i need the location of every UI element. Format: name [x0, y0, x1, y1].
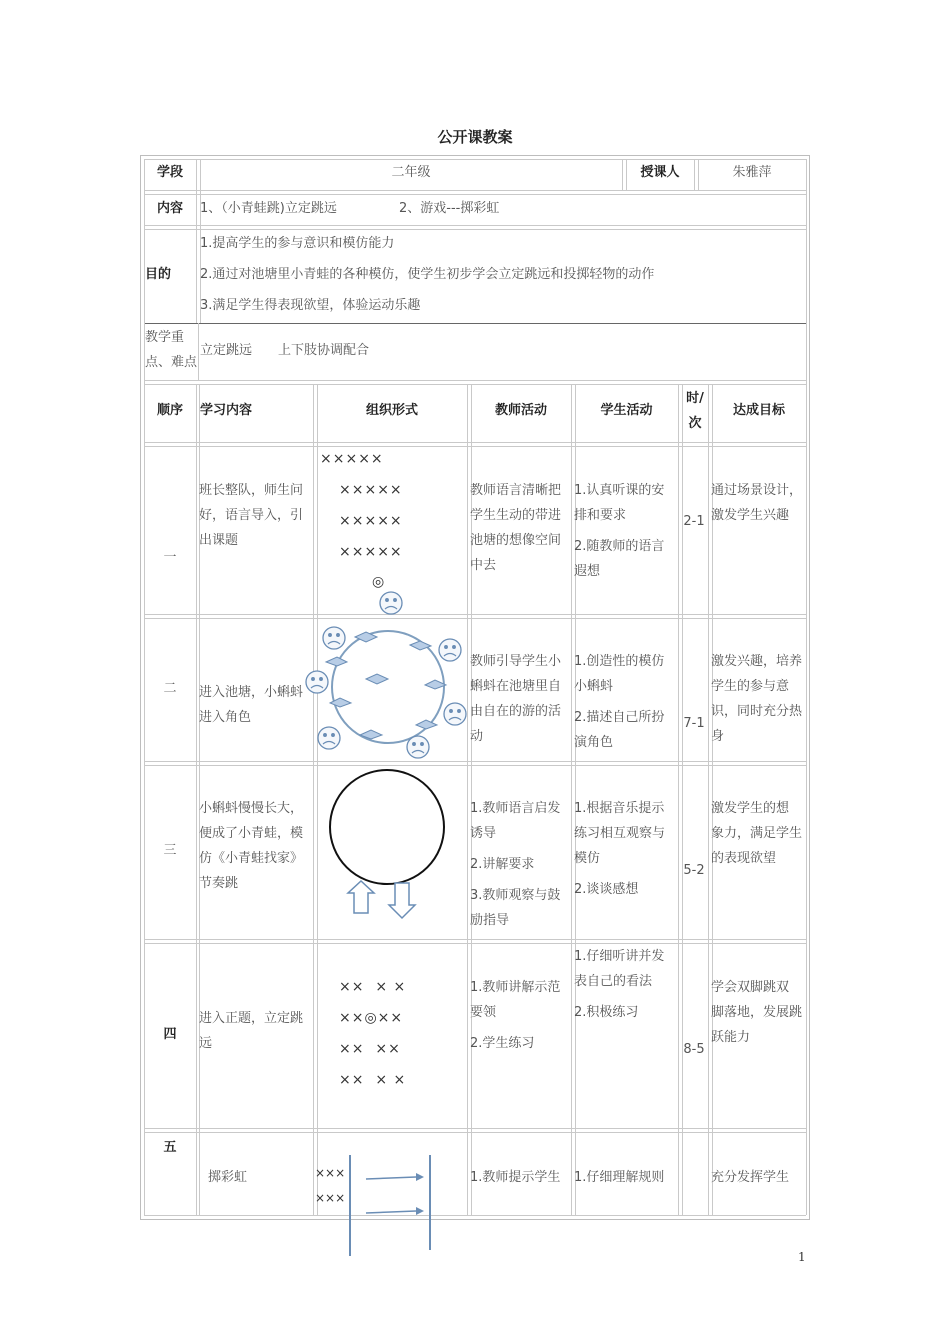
row3-order: 三	[163, 843, 177, 858]
content-label: 内容	[156, 201, 183, 216]
row2-goal-line: 身	[711, 729, 725, 744]
arrow-right-icon	[366, 1211, 416, 1213]
row-line	[144, 384, 806, 385]
sad-face-icon	[306, 671, 328, 693]
header-time-2: 次	[688, 416, 702, 431]
row-line	[144, 1132, 806, 1133]
row4-teacher-line: 1.教师讲解示范	[470, 980, 561, 995]
row3-goal-line: 象力，满足学生	[711, 826, 803, 841]
row2-order: 二	[163, 681, 177, 696]
row1-content-line: 好，语言导入，引	[199, 508, 304, 523]
header-student: 学生活动	[600, 403, 653, 418]
row3-student-line: 2.谈谈感想	[574, 882, 639, 897]
row5-order: 五	[163, 1140, 177, 1155]
key-value-2: 上下肢协调配合	[278, 343, 370, 358]
header-time-1: 时/	[686, 391, 704, 406]
sad-face-icon	[439, 639, 461, 661]
row1-student-line: 遐想	[574, 564, 601, 579]
formation-row: ×××	[315, 1191, 346, 1205]
row3-goal-line: 的表现欲望	[711, 851, 777, 866]
row3-student-line: 练习相互观察与	[574, 826, 666, 841]
formation-circle	[330, 770, 444, 884]
circle-formation-diagram	[320, 765, 460, 925]
row1-goal-line: 通过场景设计，	[711, 483, 803, 498]
row1-teacher-line: 教师语言清晰把	[470, 483, 562, 498]
teacher-label: 授课人	[640, 165, 680, 180]
goal-item-3: 3.满足学生得表现欲望，体验运动乐趣	[200, 298, 421, 313]
row2-student-line: 演角色	[574, 735, 614, 750]
row3-student-line: 1.根据音乐提示	[574, 801, 665, 816]
arrow-right-icon	[366, 1177, 416, 1179]
row-line	[144, 225, 806, 226]
row4-teacher-line: 2.学生练习	[470, 1036, 535, 1051]
row2-student-line: 1.创造性的模仿	[574, 654, 665, 669]
page-number: 1	[798, 1250, 806, 1264]
col-line	[806, 159, 807, 1215]
sad-face-icon	[323, 627, 345, 649]
row4-goal-line: 学会双脚跳双	[711, 980, 790, 995]
row5-content-line: 掷彩虹	[208, 1170, 248, 1185]
sad-face-icon	[380, 592, 402, 614]
content-value-2: 2、游戏---掷彩虹	[399, 201, 500, 216]
row-line	[144, 939, 806, 940]
row1-goal-line: 激发学生兴趣	[711, 508, 790, 523]
formation-row: ××◎××	[339, 1010, 404, 1026]
key-label-1: 教学重	[145, 330, 185, 345]
row2-content-line: 进入角色	[199, 710, 252, 725]
col-line	[196, 159, 197, 323]
row3-content-line: 仿《小青蛙找家》	[199, 851, 304, 866]
row3-teacher-line: 励指导	[470, 913, 510, 928]
sad-face-icon	[444, 703, 466, 725]
row3-student-line: 模仿	[574, 851, 601, 866]
row-line	[144, 442, 806, 443]
formation-row: ×××××	[339, 544, 403, 560]
content-value-1: 1、（小青蛙跳)立定跳远	[200, 201, 337, 216]
row1-teacher-line: 学生生动的带进	[470, 508, 562, 523]
row2-student-line: 小蝌蚪	[574, 679, 614, 694]
col-line	[317, 384, 318, 1215]
teacher-marker: ◎	[372, 574, 386, 590]
rainbow-throw-diagram	[340, 1150, 440, 1260]
row3-goal-line: 激发学生的想	[711, 801, 790, 816]
row2-student-line: 2.描述自己所扮	[574, 710, 665, 725]
col-line	[571, 384, 572, 1215]
row3-teacher-line: 2.讲解要求	[470, 857, 535, 872]
row4-student-line: 表自己的看法	[574, 974, 653, 989]
formation-row: ×××	[315, 1166, 346, 1180]
row2-goal-line: 识，同时充分热	[711, 704, 803, 719]
row2-teacher-line: 动	[470, 729, 484, 744]
row4-time: 8-5	[683, 1042, 705, 1057]
row1-teacher-line: 中去	[470, 558, 497, 573]
row3-teacher-line: 诱导	[470, 826, 497, 841]
row5-goal-line: 充分发挥学生	[711, 1170, 790, 1185]
tadpole-icon	[416, 720, 437, 729]
formation-row: ×××××	[320, 451, 384, 467]
row-line	[144, 229, 806, 230]
header-form: 组织形式	[365, 403, 418, 418]
row1-teacher-line: 池塘的想像空间	[470, 533, 562, 548]
row4-content-line: 进入正题，立定跳	[199, 1011, 304, 1026]
row-line	[144, 190, 806, 191]
header-goal: 达成目标	[732, 403, 785, 418]
stage-value: 二年级	[391, 165, 431, 180]
row2-teacher-line: 由自在的游的活	[470, 704, 562, 719]
row4-student-line: 2.积极练习	[574, 1005, 639, 1020]
row-line	[144, 446, 806, 447]
goal-label: 目的	[145, 267, 172, 282]
row3-content-line: 节奏跳	[199, 876, 239, 891]
row4-order: 四	[163, 1027, 177, 1042]
formation-row: ×× × ×	[339, 1072, 407, 1088]
row1-content-line: 出课题	[199, 533, 239, 548]
goal-item-2: 2.通过对池塘里小青蛙的各种模仿，使学生初步学会立定跳远和投掷轻物的动作	[200, 267, 655, 282]
tadpole-icon	[326, 657, 347, 666]
col-line	[678, 384, 679, 1215]
col-line	[708, 384, 709, 1215]
key-value-1: 立定跳远	[200, 343, 253, 358]
row2-content-line: 进入池塘，小蝌蚪	[199, 685, 304, 700]
tadpole-icon	[366, 674, 388, 684]
row5-student-line: 1.仔细理解规则	[574, 1170, 665, 1185]
row1-order: 一	[163, 550, 177, 565]
col-line	[694, 159, 695, 190]
row2-teacher-line: 教师引导学生小	[470, 654, 562, 669]
row4-goal-line: 脚落地，发展跳	[711, 1005, 803, 1020]
arrow-up-icon	[348, 881, 374, 913]
row-line	[144, 323, 806, 324]
header-content: 学习内容	[200, 403, 253, 418]
goal-item-1: 1.提高学生的参与意识和模仿能力	[200, 236, 395, 251]
col-line	[313, 384, 314, 1215]
formation-row: ×××××	[339, 482, 403, 498]
row2-goal-line: 激发兴趣，培养	[711, 654, 803, 669]
row1-student-line: 2.随教师的语言	[574, 539, 665, 554]
row1-student-line: 1.认真听课的安	[574, 483, 665, 498]
document-title: 公开课教案	[437, 128, 513, 146]
row-line	[144, 1215, 806, 1216]
arrow-head	[416, 1207, 424, 1215]
col-line	[622, 159, 623, 190]
row3-time: 5-2	[683, 863, 705, 878]
row4-content-line: 远	[199, 1036, 213, 1051]
formation-row: ×××××	[339, 513, 403, 529]
row1-time: 2-1	[683, 514, 705, 529]
row4-teacher-line: 要领	[470, 1005, 497, 1020]
row4-goal-line: 跃能力	[711, 1030, 751, 1045]
row-line	[144, 765, 806, 766]
row2-goal-line: 学生的参与意	[711, 679, 790, 694]
row-line	[144, 1128, 806, 1129]
row3-content-line: 便成了小青蛙，模	[199, 826, 304, 841]
sad-face-icon	[407, 736, 429, 758]
arrow-down-icon	[389, 883, 415, 918]
formation-row: ×× × ×	[339, 979, 407, 995]
col-line	[198, 323, 199, 380]
row-line	[144, 380, 806, 381]
stage-label: 学段	[156, 165, 183, 180]
header-order: 顺序	[156, 403, 183, 418]
row3-teacher-line: 1.教师语言启发	[470, 801, 561, 816]
col-line	[196, 384, 197, 1215]
row3-teacher-line: 3.教师观察与鼓	[470, 888, 561, 903]
row2-teacher-line: 蝌蚪在池塘里自	[470, 679, 562, 694]
key-label-2: 点、难点	[145, 355, 198, 370]
row2-time: 7-1	[683, 716, 705, 731]
row-line	[144, 943, 806, 944]
col-line	[467, 384, 468, 1215]
formation-row: ×× ××	[339, 1041, 401, 1057]
row1-content-line: 班长整队，师生问	[199, 483, 304, 498]
row5-teacher-line: 1.教师提示学生	[470, 1170, 561, 1185]
teacher-value: 朱雅萍	[732, 165, 772, 180]
row4-student-line: 1.仔细听讲并发	[574, 949, 665, 964]
pond-diagram	[300, 585, 480, 765]
sad-face-icon	[318, 727, 340, 749]
header-teacher: 教师活动	[494, 403, 547, 418]
row1-student-line: 排和要求	[574, 508, 627, 523]
row3-content-line: 小蝌蚪慢慢长大，	[199, 801, 304, 816]
arrow-head	[416, 1173, 424, 1181]
row-line	[144, 194, 806, 195]
